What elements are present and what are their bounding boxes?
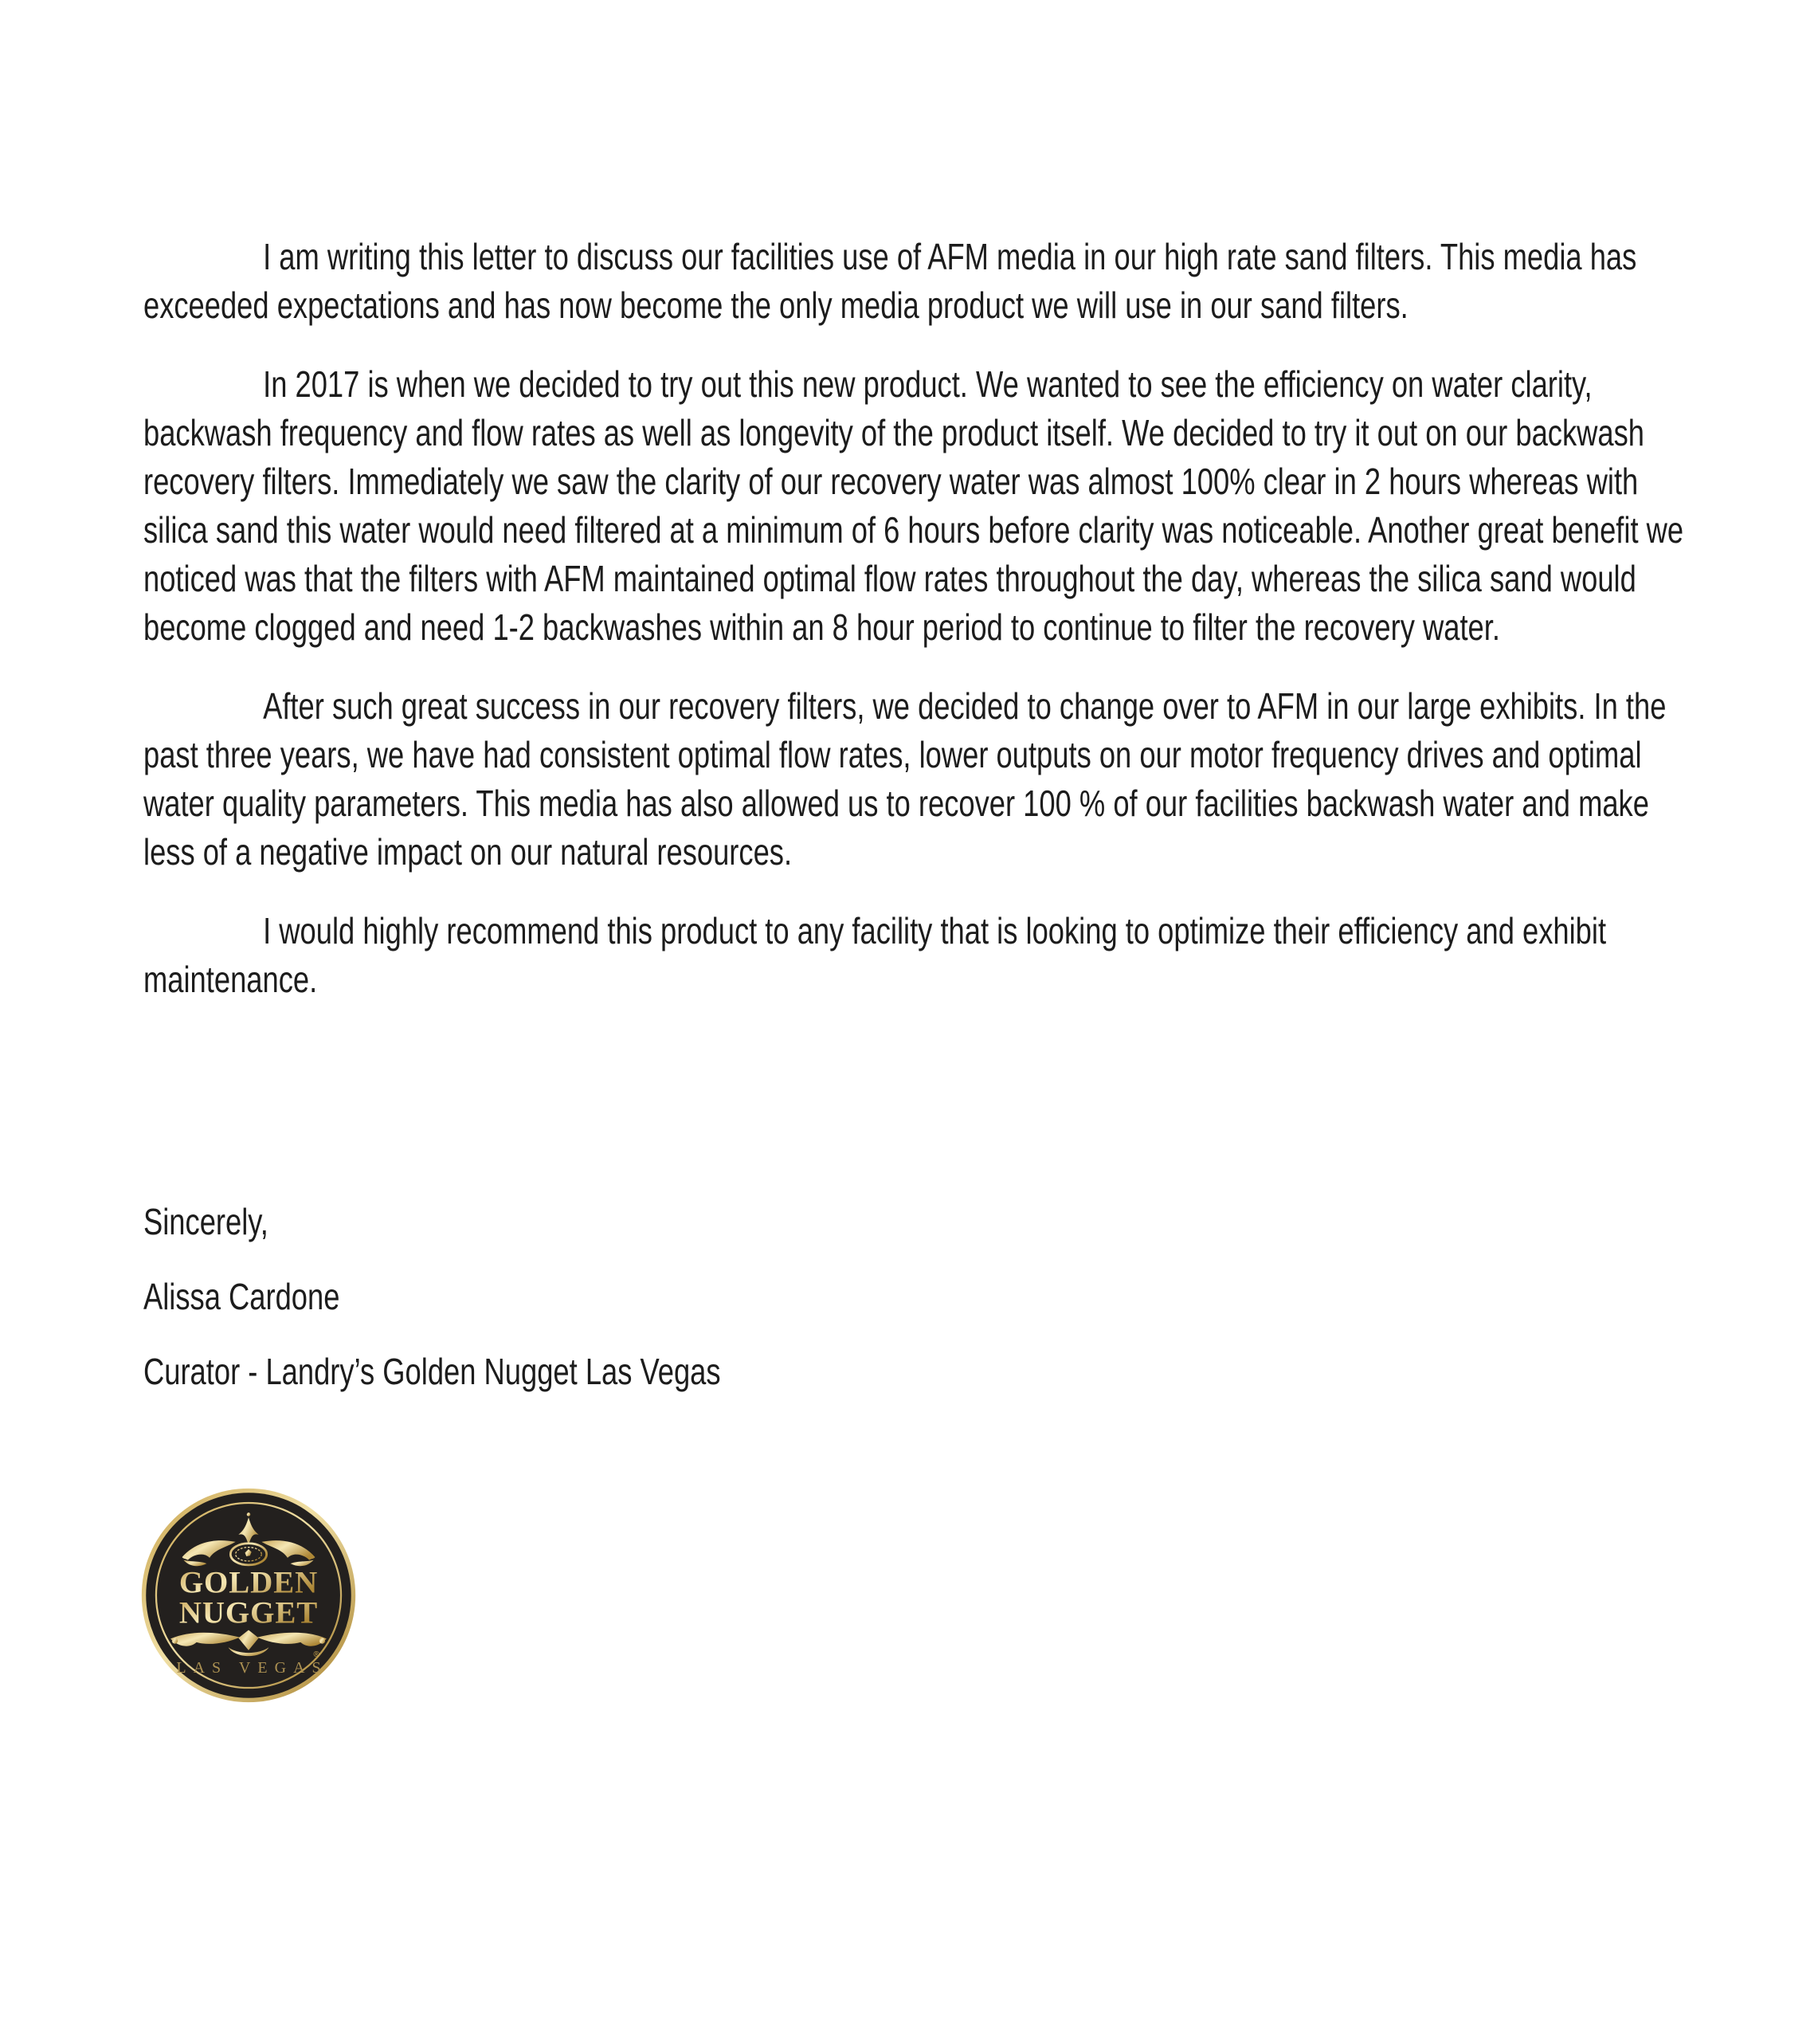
signature-name: Alissa Cardone xyxy=(143,1276,340,1317)
signature-title: Curator - Landry’s Golden Nugget Las Vegas xyxy=(143,1351,721,1392)
paragraph: In 2017 is when we decided to try out this new product. We wanted to see the efficiency on water clarity, backwash frequency and flow rates as well as longevity of the product itself. We decided to try it out on our backwash recovery filters. Immediately we saw the clarity of our recovery water was almost 100% clear in 2 hours whereas with silica sand this water would need filtered at a minimum of 6 hours before clarity was noticeable. Another great benefit we noticed was that the filters with AFM maintained optimal flow rates throughout the day, whereas the silica sand would become clogged and need 1-2 backwashes within an 8 hour period to continue to filter the recovery water. xyxy=(143,363,1684,648)
logo-wordmark-golden: GOLDEN xyxy=(178,1565,319,1600)
signature-spacer xyxy=(143,1034,1686,1198)
letter-body xyxy=(143,233,1686,1422)
logo-registered-mark: ® xyxy=(313,1650,319,1660)
paragraph: I would highly recommend this product to any facility that is looking to optimize their efficiency and exhibit maintenance. xyxy=(143,910,1607,1000)
logo-wordmark-nugget: NUGGET xyxy=(178,1595,319,1630)
signature-salutation: Sincerely, xyxy=(143,1201,268,1242)
paragraph: After such great success in our recovery filters, we decided to change over to AFM in our large exhibits. In the past three years, we have had consistent optimal flow rates, lower outputs on our motor frequency drives and optimal water quality parameters. This media has also allowed us to recover 100 % of our facilities backwash water and make less of a negative impact on our natural resources. xyxy=(143,685,1667,873)
golden-nugget-badge-icon xyxy=(140,1487,357,1704)
paragraph: I am writing this letter to discuss our facilities use of AFM media in our high rate sand filters. This media has exceeded expectations and has now become the only media product we will use in our sand filters. xyxy=(143,236,1637,326)
golden-nugget-logo xyxy=(140,1487,357,1704)
logo-las-vegas-label: LAS VEGAS xyxy=(176,1659,328,1677)
